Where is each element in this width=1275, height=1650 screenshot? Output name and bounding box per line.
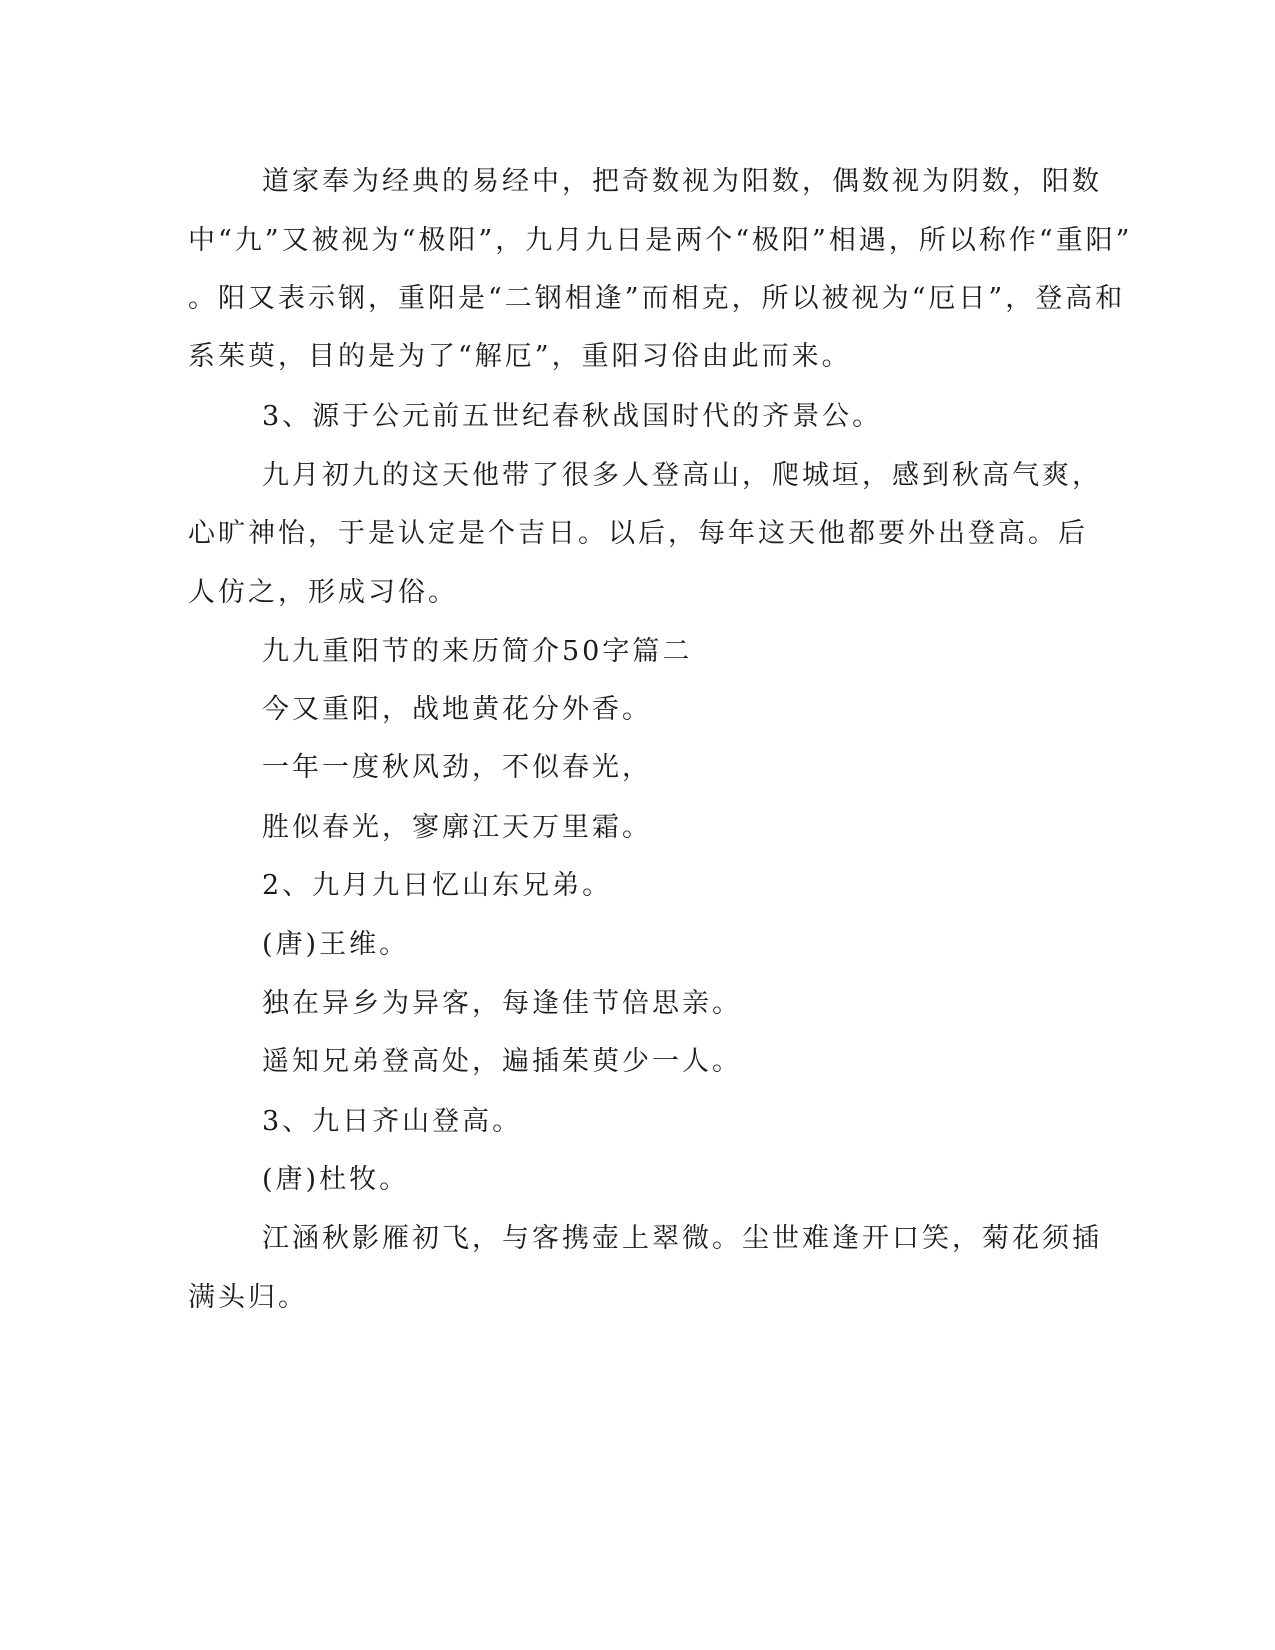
paragraph-line: 。阳又表示钢，重阳是“二钢相逢”而相克，所以被视为“厄日”，登高和 [188,283,1126,314]
paragraph-line: 心旷神怡，于是认定是个吉日。以后，每年这天他都要外出登高。后 [188,518,1088,549]
paragraph-line: 中“九”又被视为“极阳”，九月九日是两个“极阳”相遇，所以称作“重阳” [188,225,1133,256]
paragraph-line: 人仿之，形成习俗。 [188,577,458,608]
poem-line: 今又重阳，战地黄花分外香。 [262,694,652,725]
poem-line: 遥知兄弟登高处，遍插茱萸少一人。 [262,1046,742,1077]
poem-author: (唐)杜牧。 [262,1164,410,1195]
section-heading: 九九重阳节的来历简介50字篇二 [262,636,693,667]
poem-title: 2、九月九日忆山东兄弟。 [262,870,613,901]
paragraph-line: 九月初九的这天他带了很多人登高山，爬城垣，感到秋高气爽， [262,460,1102,491]
poem-line: 满头归。 [188,1282,308,1313]
paragraph-line: 道家奉为经典的易经中，把奇数视为阳数，偶数视为阴数，阳数 [262,166,1102,197]
poem-line: 一年一度秋风劲，不似春光， [262,752,652,783]
poem-title: 3、九日齐山登高。 [262,1106,523,1137]
paragraph-line: 系茱萸，目的是为了“解厄”，重阳习俗由此而来。 [188,341,852,372]
paragraph-line: 3、源于公元前五世纪春秋战国时代的齐景公。 [262,401,883,432]
poem-line: 独在异乡为异客，每逢佳节倍思亲。 [262,988,742,1019]
poem-author: (唐)王维。 [262,929,410,960]
poem-line: 胜似春光，寥廓江天万里霜。 [262,812,652,843]
poem-line: 江涵秋影雁初飞，与客携壶上翠微。尘世难逢开口笑，菊花须插 [262,1223,1102,1254]
